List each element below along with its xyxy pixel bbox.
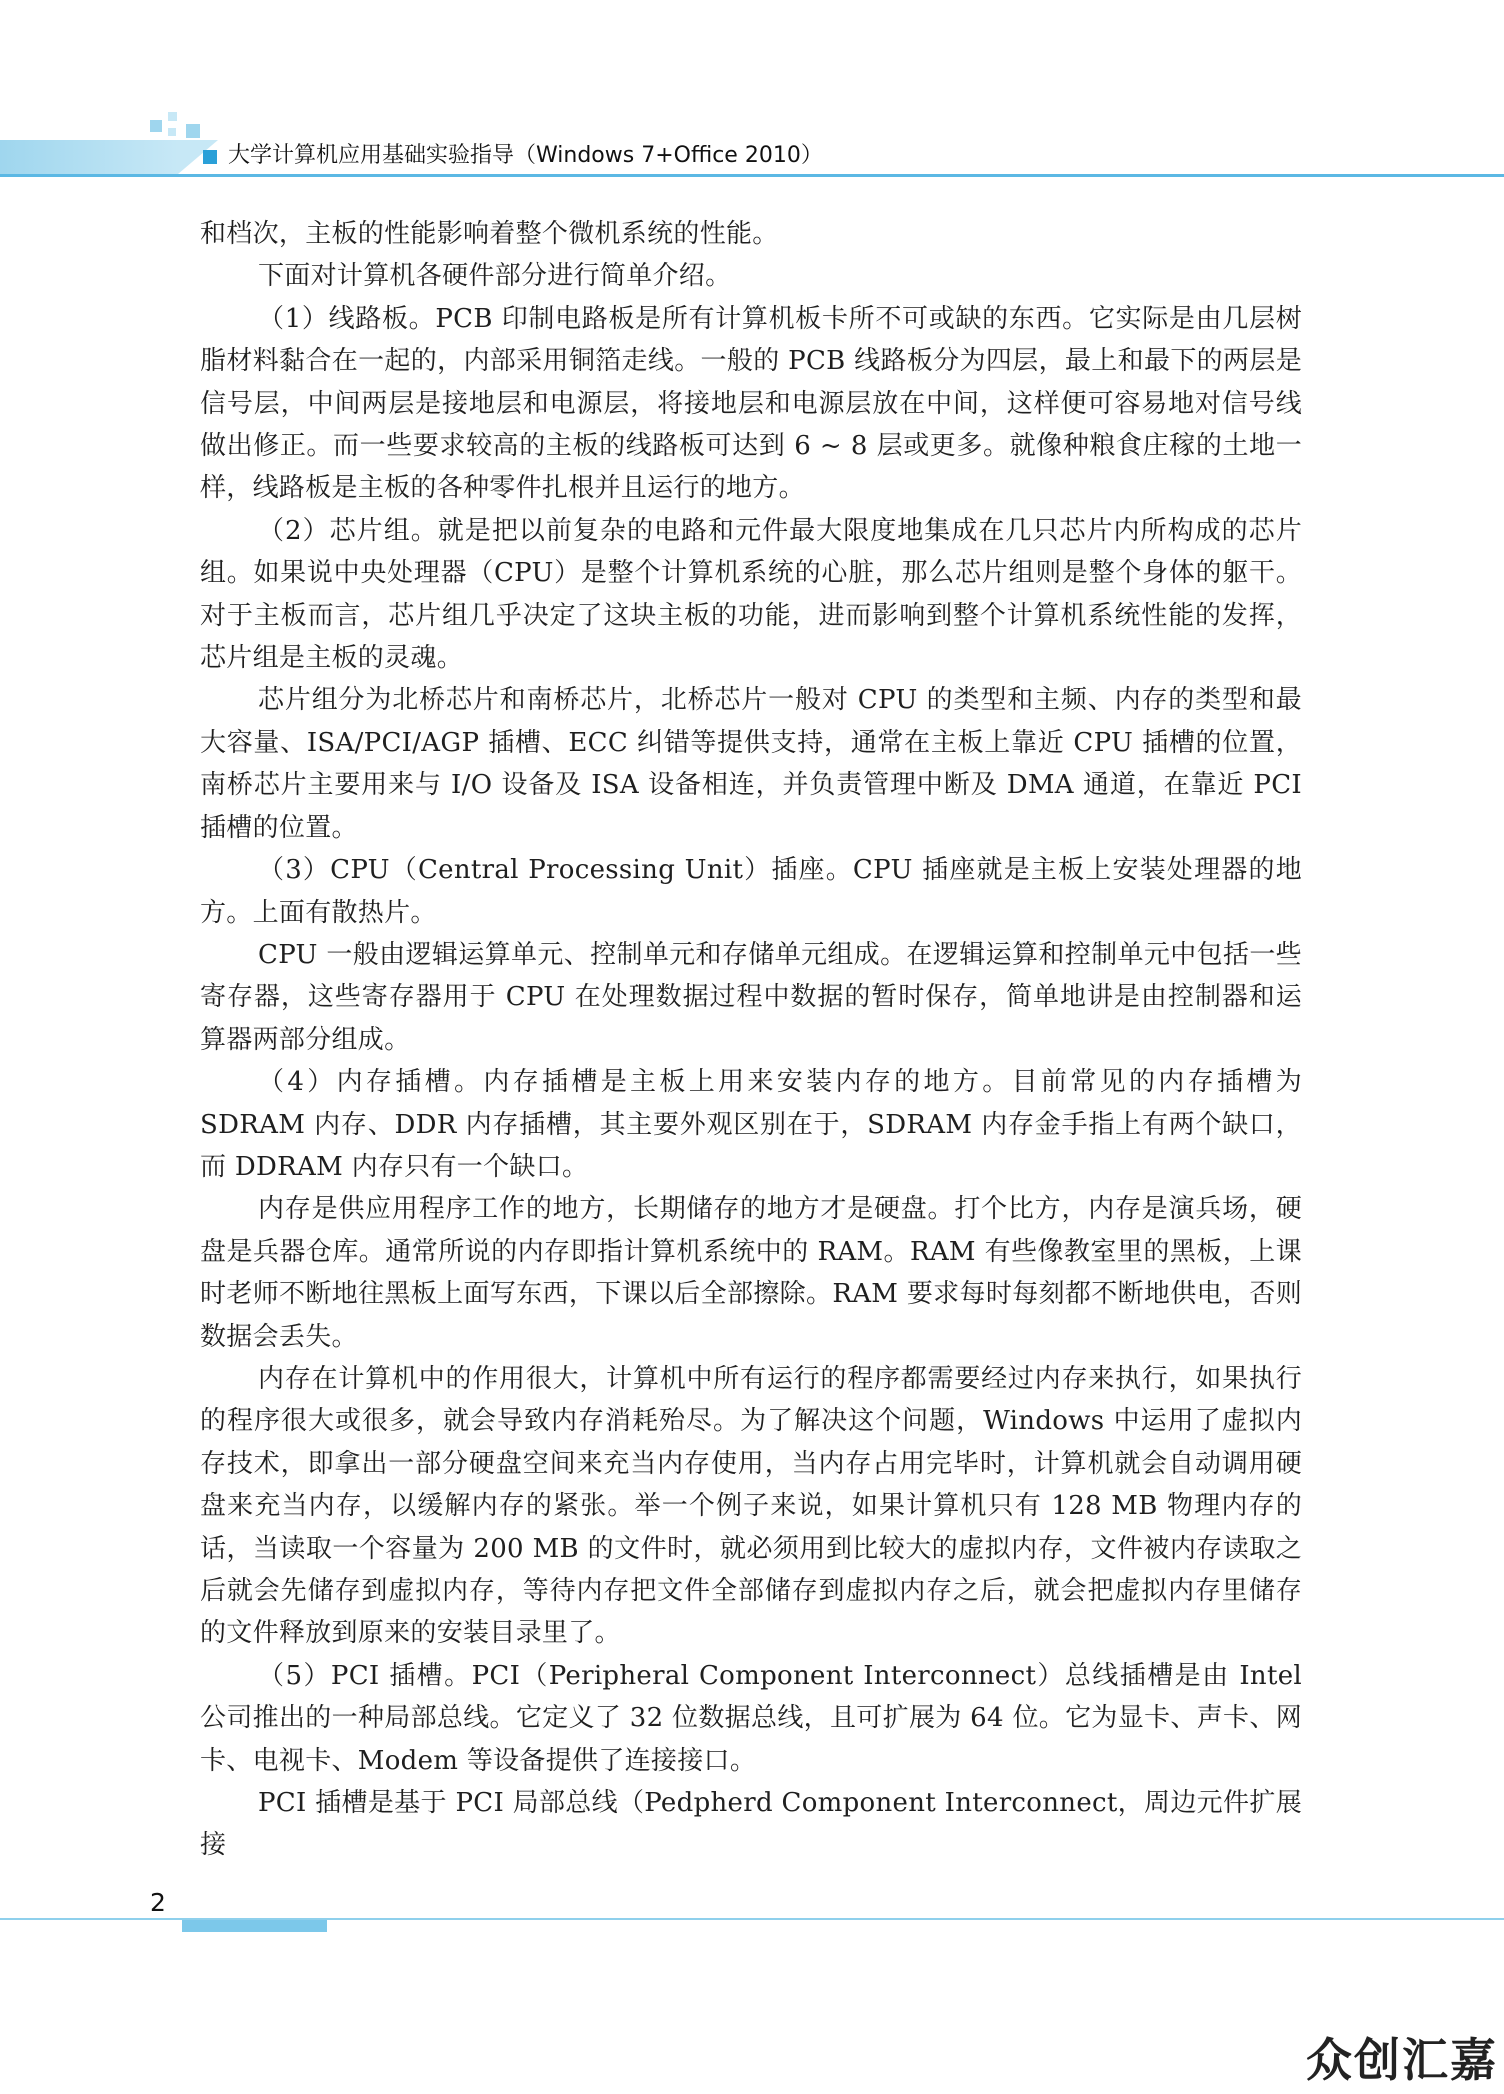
- watermark-logo: 众创汇嘉: [1306, 2033, 1498, 2087]
- header-rule: [0, 174, 1504, 177]
- header-decor-square: [168, 112, 177, 121]
- header-band: [0, 140, 178, 174]
- paragraph: 内存是供应用程序工作的地方，长期储存的地方才是硬盘。打个比方，内存是演兵场，硬盘是兵器仓库。通常所说的内存即指计算机系统中的 RAM。RAM 有些像教室里的黑板，上课时老师不断地往黑板上面写东西，下课以后全部擦除。RAM 要求每时每刻都不断地供电，否则数据会丢失。: [200, 1194, 1302, 1352]
- paragraph: 和档次，主板的性能影响着整个微机系统的性能。: [200, 219, 779, 249]
- header-decor-square: [186, 124, 200, 138]
- page-body: [200, 213, 1302, 1867]
- header-decor-square: [150, 120, 162, 132]
- paragraph: （3）CPU（Central Processing Unit）插座。CPU 插座就是主板上安装处理器的地方。上面有散热片。: [200, 855, 1302, 928]
- paragraph: PCI 插槽是基于 PCI 局部总线（Pedpherd Component Interconnect，周边元件扩展接: [200, 1788, 1302, 1861]
- paragraph: CPU 一般由逻辑运算单元、控制单元和存储单元组成。在逻辑运算和控制单元中包括一些寄存器，这些寄存器用于 CPU 在处理数据过程中数据的暂时保存，简单地讲是由控制器和运算器两部分组成。: [200, 939, 1302, 1055]
- paragraph: 内存在计算机中的作用很大，计算机中所有运行的程序都需要经过内存来执行，如果执行的程序很大或很多，就会导致内存消耗殆尽。为了解决这个问题，Windows 中运用了虚拟内存技术，即拿出一部分硬盘空间来充当内存使用，当内存占用完毕时，计算机就会自动调用硬盘来充当内存，以缓解内存的紧张。举一个例子来说，如果计算机只有 128 MB 物理内存的话，当读取一个容量为 200 MB 的文件时，就必须用到比较大的虚拟内存，文件被内存读取之后就会先储存到虚拟内存，等待内存把文件全部储存到虚拟内存之后，就会把虚拟内存里储存的文件释放到原来的安装目录里了。: [200, 1363, 1302, 1649]
- paragraph: （4）内存插槽。内存插槽是主板上用来安装内存的地方。目前常见的内存插槽为 SDRAM 内存、DDR 内存插槽，其主要外观区别在于，SDRAM 内存金手指上有两个缺口，而 DDRAM 内存只有一个缺口。: [200, 1067, 1302, 1182]
- running-header-title: 大学计算机应用基础实验指导（Windows 7+Office 2010）: [228, 143, 823, 168]
- page-number: 2: [150, 1888, 166, 1917]
- header-decor-square: [168, 128, 176, 136]
- paragraph: （2）芯片组。就是把以前复杂的电路和元件最大限度地集成在几只芯片内所构成的芯片组。如果说中央处理器（CPU）是整个计算机系统的心脏，那么芯片组则是整个身体的躯干。对于主板而言，芯片组几乎决定了这块主板的功能，进而影响到整个计算机系统性能的发挥，芯片组是主板的灵魂。: [200, 515, 1302, 674]
- paragraph: 下面对计算机各硬件部分进行简单介绍。: [258, 261, 732, 292]
- header-bullet-icon: [203, 150, 217, 164]
- paragraph: （1）线路板。PCB 印制电路板是所有计算机板卡所不可或缺的东西。它实际是由几层树脂材料黏合在一起的，内部采用铜箔走线。一般的 PCB 线路板分为四层，最上和最下的两层是信号层，中间两层是接地层和电源层，将接地层和电源层放在中间，这样便可容易地对信号线做出修正。而一些要求较高的主板的线路板可达到 6 ~ 8 层或更多。就像种粮食庄稼的土地一样，线路板是主板的各种零件扎根并且运行的地方。: [200, 303, 1302, 504]
- paragraph: 芯片组分为北桥芯片和南桥芯片，北桥芯片一般对 CPU 的类型和主频、内存的类型和最大容量、ISA/PCI/AGP 插槽、ECC 纠错等提供支持，通常在主板上靠近 CPU 插槽的位置，南桥芯片主要用来与 I/O 设备及 ISA 设备相连，并负责管理中断及 DMA 通道，在靠近 PCI 插槽的位置。: [200, 685, 1302, 843]
- footer-accent-bar: [182, 1920, 327, 1932]
- paragraph: （5）PCI 插槽。PCI（Peripheral Component Interconnect）总线插槽是由 Intel 公司推出的一种局部总线。它定义了 32 位数据总线，且可扩展为 64 位。它为显卡、声卡、网卡、电视卡、Modem 等设备提供了连接接口。: [200, 1660, 1302, 1776]
